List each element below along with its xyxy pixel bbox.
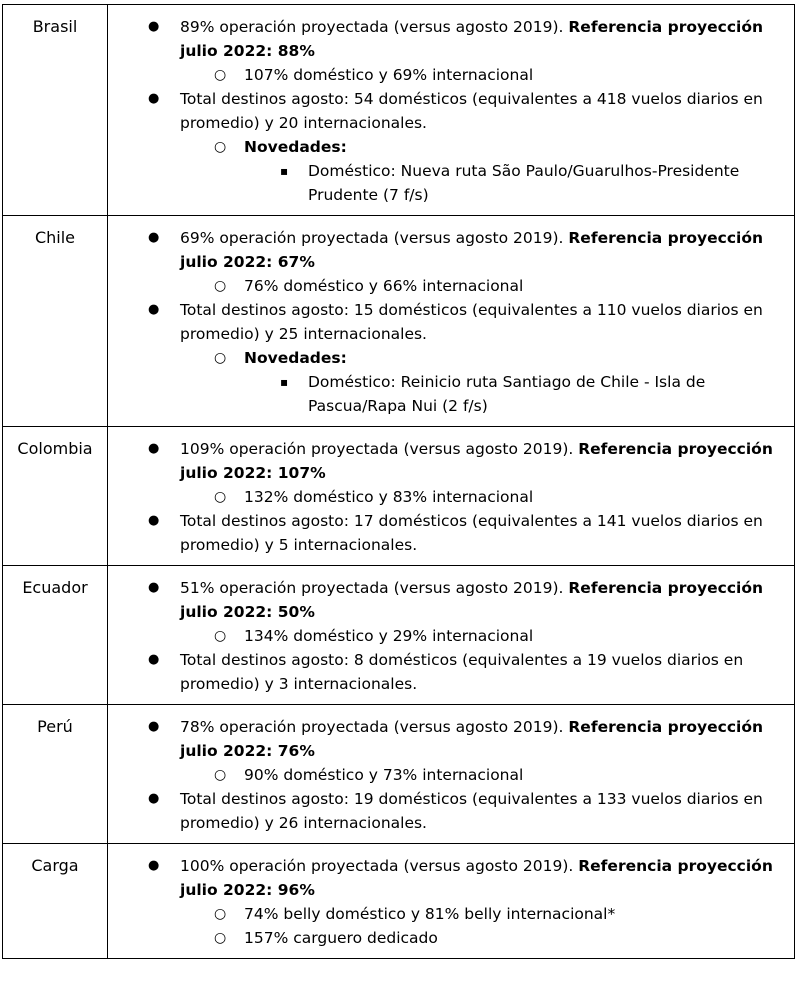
content-cell bbox=[108, 705, 795, 844]
country-cell: Chile bbox=[3, 216, 108, 427]
filled-circle-bullet-icon: ● bbox=[148, 580, 160, 595]
filled-circle-bullet-icon: ● bbox=[148, 302, 160, 317]
total-text: Total destinos agosto: 54 domésticos (equivalentes a 418 vuelos diarios en promedio) y 20 internacionales. bbox=[180, 90, 763, 132]
filled-circle-bullet-icon: ● bbox=[148, 441, 160, 456]
list-item bbox=[108, 787, 786, 835]
list-item bbox=[108, 159, 786, 207]
list-item bbox=[108, 902, 786, 926]
table-row bbox=[3, 844, 795, 959]
list-item bbox=[108, 226, 786, 274]
split-text: 74% belly doméstico y 81% belly internacional* bbox=[244, 905, 616, 923]
table-row bbox=[3, 216, 795, 427]
list-item bbox=[108, 437, 786, 485]
table-row bbox=[3, 705, 795, 844]
list-item bbox=[108, 346, 786, 370]
novedades-label: Novedades: bbox=[244, 349, 347, 367]
list-item bbox=[108, 624, 786, 648]
split-text: 132% doméstico y 83% internacional bbox=[244, 488, 534, 506]
table-row bbox=[3, 427, 795, 566]
reference-text: Referencia proyección julio 2022: 50% bbox=[180, 579, 764, 621]
list-item bbox=[108, 298, 786, 346]
table-row bbox=[3, 5, 795, 216]
content-cell bbox=[108, 844, 795, 959]
square-bullet-icon: ▪ bbox=[280, 164, 289, 178]
list-item bbox=[108, 854, 786, 902]
status-table bbox=[2, 4, 795, 959]
novedades-label: Novedades: bbox=[244, 138, 347, 156]
novedad-text: Doméstico: Nueva ruta São Paulo/Guarulhos-Presidente Prudente (7 f/s) bbox=[308, 162, 740, 204]
operation-text: 89% operación proyectada (versus agosto 2019). bbox=[180, 18, 564, 36]
country-cell: Perú bbox=[3, 705, 108, 844]
reference-text: Referencia proyección julio 2022: 88% bbox=[180, 18, 764, 60]
novedad-text: Doméstico: Reinicio ruta Santiago de Chile - Isla de Pascua/Rapa Nui (2 f/s) bbox=[308, 373, 706, 415]
total-text: Total destinos agosto: 17 domésticos (equivalentes a 141 vuelos diarios en promedio) y 5 internacionales. bbox=[180, 512, 763, 554]
list-item bbox=[108, 63, 786, 87]
list-item bbox=[108, 926, 786, 950]
list-item bbox=[108, 485, 786, 509]
filled-circle-bullet-icon: ● bbox=[148, 513, 160, 528]
total-text: Total destinos agosto: 15 domésticos (equivalentes a 110 vuelos diarios en promedio) y 25 internacionales. bbox=[180, 301, 763, 343]
list-item bbox=[108, 648, 786, 696]
hollow-circle-bullet-icon: ○ bbox=[214, 489, 227, 505]
split-text: 76% doméstico y 66% internacional bbox=[244, 277, 524, 295]
filled-circle-bullet-icon: ● bbox=[148, 19, 160, 34]
operation-text: 100% operación proyectada (versus agosto 2019). bbox=[180, 857, 574, 875]
content-cell bbox=[108, 5, 795, 216]
operation-text: 109% operación proyectada (versus agosto 2019). bbox=[180, 440, 574, 458]
hollow-circle-bullet-icon: ○ bbox=[214, 67, 227, 83]
filled-circle-bullet-icon: ● bbox=[148, 791, 160, 806]
country-cell: Carga bbox=[3, 844, 108, 959]
table-row bbox=[3, 566, 795, 705]
country-cell: Brasil bbox=[3, 5, 108, 216]
reference-text: Referencia proyección julio 2022: 96% bbox=[180, 857, 773, 899]
filled-circle-bullet-icon: ● bbox=[148, 858, 160, 873]
list-item bbox=[108, 135, 786, 159]
split-text: 157% carguero dedicado bbox=[244, 929, 438, 947]
country-cell: Colombia bbox=[3, 427, 108, 566]
content-cell bbox=[108, 427, 795, 566]
list-item bbox=[108, 509, 786, 557]
hollow-circle-bullet-icon: ○ bbox=[214, 906, 227, 922]
filled-circle-bullet-icon: ● bbox=[148, 719, 160, 734]
list-item bbox=[108, 274, 786, 298]
operation-text: 78% operación proyectada (versus agosto 2019). bbox=[180, 718, 564, 736]
filled-circle-bullet-icon: ● bbox=[148, 652, 160, 667]
reference-text: Referencia proyección julio 2022: 107% bbox=[180, 440, 773, 482]
square-bullet-icon: ▪ bbox=[280, 375, 289, 389]
list-item bbox=[108, 576, 786, 624]
reference-text: Referencia proyección julio 2022: 67% bbox=[180, 229, 764, 271]
operation-text: 69% operación proyectada (versus agosto 2019). bbox=[180, 229, 564, 247]
filled-circle-bullet-icon: ● bbox=[148, 91, 160, 106]
content-cell bbox=[108, 216, 795, 427]
total-text: Total destinos agosto: 8 domésticos (equivalentes a 19 vuelos diarios en promedio) y 3 internacionales. bbox=[180, 651, 744, 693]
content-cell bbox=[108, 566, 795, 705]
hollow-circle-bullet-icon: ○ bbox=[214, 767, 227, 783]
operation-text: 51% operación proyectada (versus agosto 2019). bbox=[180, 579, 564, 597]
list-item bbox=[108, 715, 786, 763]
list-item bbox=[108, 763, 786, 787]
hollow-circle-bullet-icon: ○ bbox=[214, 628, 227, 644]
list-item bbox=[108, 370, 786, 418]
filled-circle-bullet-icon: ● bbox=[148, 230, 160, 245]
split-text: 107% doméstico y 69% internacional bbox=[244, 66, 534, 84]
list-item bbox=[108, 87, 786, 135]
hollow-circle-bullet-icon: ○ bbox=[214, 139, 227, 155]
hollow-circle-bullet-icon: ○ bbox=[214, 350, 227, 366]
total-text: Total destinos agosto: 19 domésticos (equivalentes a 133 vuelos diarios en promedio) y 26 internacionales. bbox=[180, 790, 763, 832]
split-text: 90% doméstico y 73% internacional bbox=[244, 766, 524, 784]
country-cell: Ecuador bbox=[3, 566, 108, 705]
reference-text: Referencia proyección julio 2022: 76% bbox=[180, 718, 764, 760]
list-item bbox=[108, 15, 786, 63]
hollow-circle-bullet-icon: ○ bbox=[214, 930, 227, 946]
hollow-circle-bullet-icon: ○ bbox=[214, 278, 227, 294]
split-text: 134% doméstico y 29% internacional bbox=[244, 627, 534, 645]
